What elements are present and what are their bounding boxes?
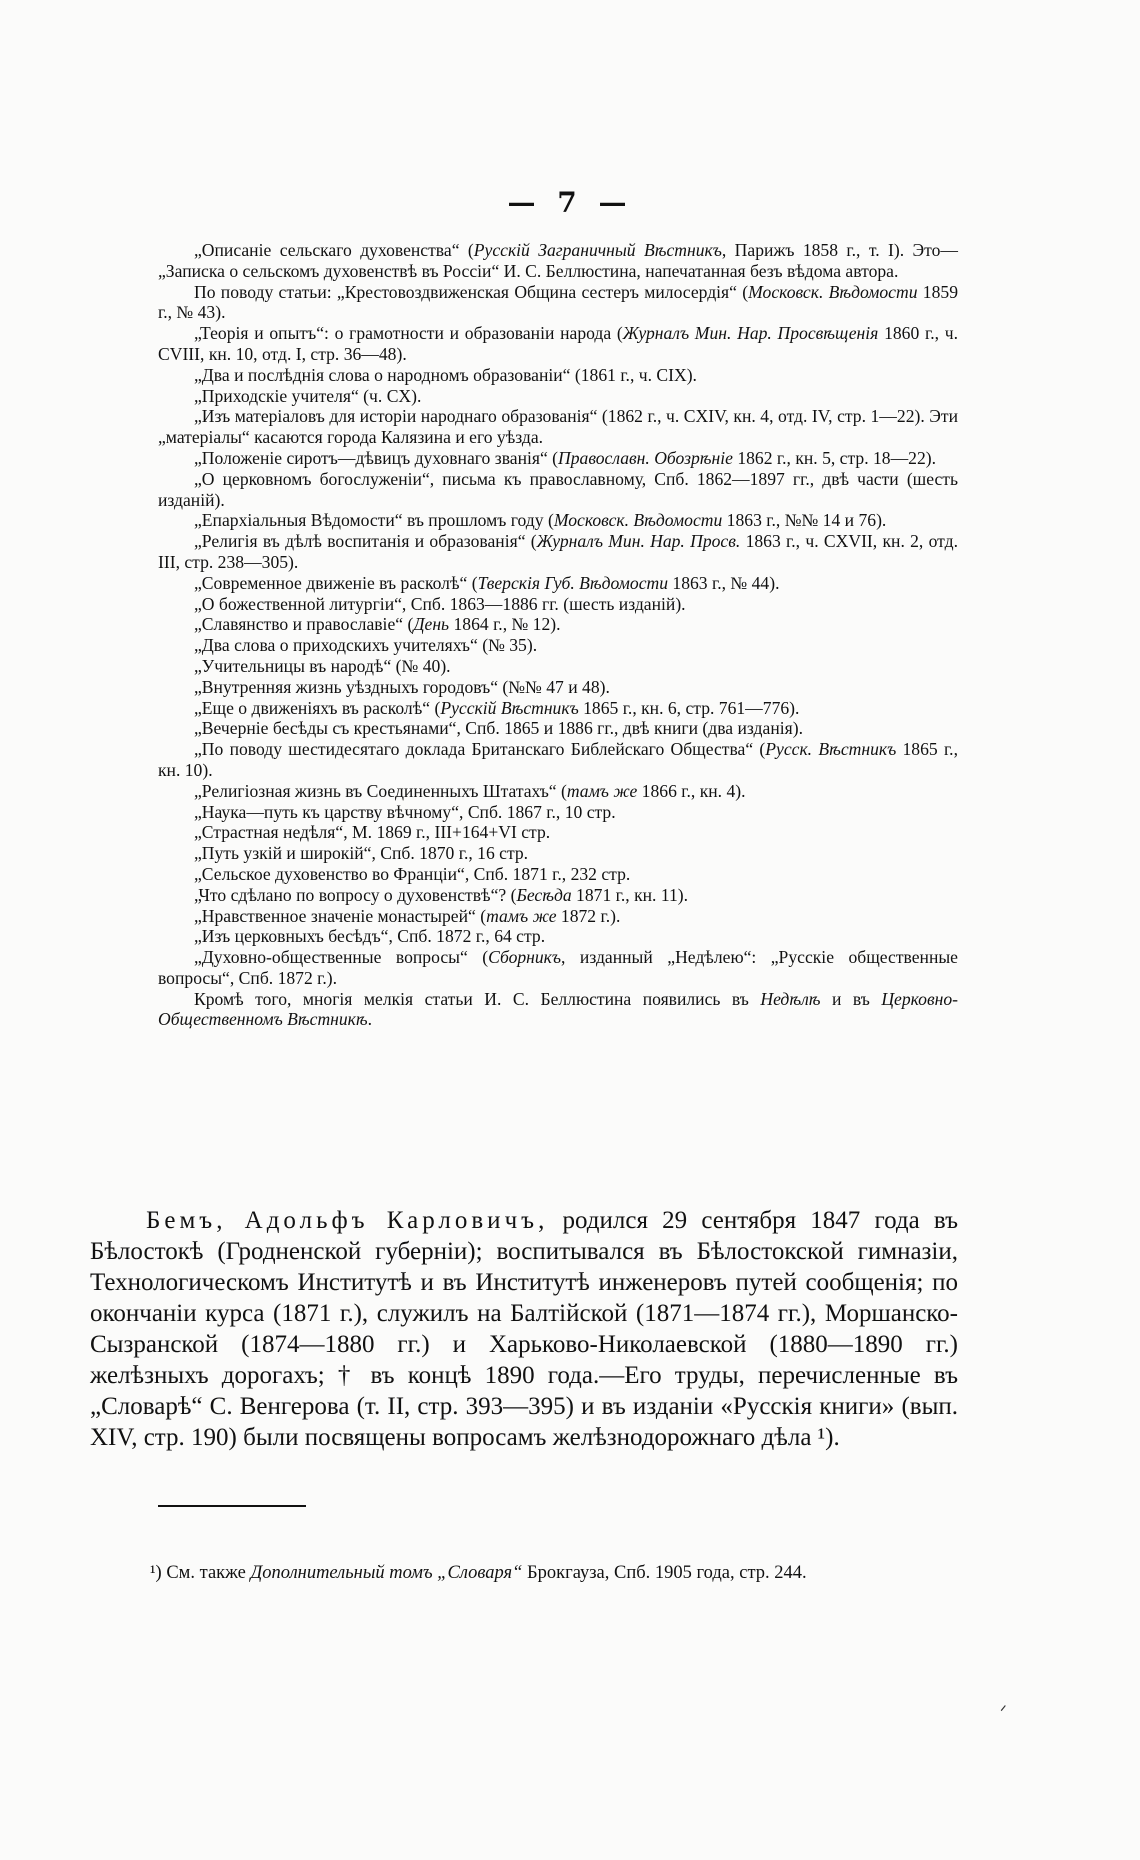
- main-entry: [90, 1205, 958, 1453]
- bibliography-entry: Кромѣ того, многія мелкія статьи И. С. Беллюстина появились въ Недѣлѣ и въ Церковно-Общественномъ Вѣстникѣ.: [158, 988, 959, 1030]
- bibliography-entry: „Внутренняя жизнь уѣздныхъ городовъ“ (№№ 47 и 48).: [194, 676, 610, 697]
- bibliography-entry: „Духовно-общественные вопросы“ (Сборникъ, изданный „Недѣлею“: „Русскіе общественные вопросы“, Спб. 1872 г.).: [158, 947, 958, 988]
- entry-name: Бемъ, Адольфъ Карловичъ,: [146, 1207, 549, 1234]
- bibliography-entry: „Сельское духовенство во Франціи“, Спб. 1871 г., 232 стр.: [194, 863, 631, 884]
- bibliography-list: [158, 240, 958, 1030]
- bibliography-entry: По поводу статьи: „Крестовоздвиженская Община сестеръ милосердія“ (Московск. Вѣдомости 1859 г., № 43).: [158, 281, 958, 323]
- bibliography-entry: „Религіозная жизнь въ Соединенныхъ Штатахъ“ (тамъ же 1866 г., кн. 4).: [194, 780, 746, 801]
- bibliography-entry: „Славянство и православіе“ (День 1864 г., № 12).: [194, 614, 561, 635]
- bibliography-entry: „Два и послѣднія слова о народномъ образованіи“ (1861 г., ч. CIX).: [194, 364, 697, 385]
- bibliography-entry: „Еще о движеніяхъ въ расколѣ“ (Русскій Вѣстникъ 1865 г., кн. 6, стр. 761—776).: [194, 697, 800, 718]
- bibliography-entry: „Изъ церковныхъ бесѣдъ“, Спб. 1872 г., 64 стр.: [194, 926, 546, 947]
- title-italic: Московск. Вѣдомости: [553, 510, 723, 531]
- title-italic: Православн. Обозрѣніе: [558, 447, 733, 468]
- title-italic: Дополнительный томъ „Словаря“: [250, 1563, 523, 1583]
- corner-mark: ᐟ: [1000, 1702, 1007, 1721]
- bibliography-entry: „Описаніе сельскаго духовенства“ (Русскій Заграничный Вѣстникъ, Парижъ 1858 г., т. I). Это—„Записка о сельскомъ духовенствѣ въ Россіи“ И. С. Беллюстина, напечатанная безъ вѣдома автора.: [158, 240, 958, 281]
- bibliography-entry: „Теорія и опытъ“: о грамотности и образованіи народа (Журналъ Мин. Нар. Просвѣщенія 1860 г., ч. CVIII, кн. 10, отд. I, стр. 36—48).: [158, 323, 958, 364]
- footnote-rule: [158, 1505, 306, 1507]
- bibliography-entry: „По поводу шестидесятаго доклада Британскаго Библейскаго Общества“ (Русск. Вѣстникъ 1865 г., кн. 10).: [158, 739, 958, 780]
- title-italic: Московск. Вѣдомости: [748, 281, 918, 302]
- title-italic: Бесѣда: [516, 884, 572, 905]
- bibliography-entry: „Положеніе сиротъ—дѣвицъ духовнаго званія“ (Православн. Обозрѣніе 1862 г., кн. 5, стр. 18—22).: [194, 447, 937, 468]
- bibliography-entry: „Изъ матеріаловъ для исторіи народнаго образованія“ (1862 г., ч. CXIV, кн. 4, отд. IV, стр. 1—22). Эти „матеріалы“ касаются города Калязина и его уѣзда.: [158, 406, 958, 448]
- footnote-text: ¹) См. также Дополнительный томъ „Словаря“ Брокгауза, Спб. 1905 года, стр. 244.: [150, 1563, 807, 1583]
- page-number: — 7 —: [507, 186, 633, 219]
- bibliography-entry: „Учительницы въ народѣ“ (№ 40).: [194, 655, 451, 676]
- bibliography-entry: „Вечерніе бесѣды съ крестьянами“, Спб. 1865 и 1886 гг., двѣ книги (два изданія).: [194, 718, 803, 739]
- bibliography-entry: „Епархіальныя Вѣдомости“ въ прошломъ году (Московск. Вѣдомости 1863 г., №№ 14 и 76).: [194, 510, 887, 531]
- bibliography-entry: „Путь узкій и широкій“, Спб. 1870 г., 16 стр.: [194, 843, 529, 864]
- bibliography-entry: „Что сдѣлано по вопросу о духовенствѣ“? (Бесѣда 1871 г., кн. 11).: [194, 884, 689, 905]
- title-italic: Журналъ Мин. Нар. Просвѣщенія: [622, 323, 879, 344]
- bibliography-entry: „Религія въ дѣлѣ воспитанія и образованія“ (Журналъ Мин. Нар. Просв. 1863 г., ч. CXVII, кн. 2, отд. III, стр. 238—305).: [158, 531, 958, 572]
- bibliography-entry: „Два слова о приходскихъ учителяхъ“ (№ 35).: [194, 635, 538, 656]
- bibliography-entry: „Страстная недѣля“, М. 1869 г., III+164+VI стр.: [194, 822, 551, 843]
- title-italic: День: [413, 614, 450, 635]
- title-italic: Русскій Заграничный Вѣстникъ: [473, 240, 722, 260]
- bibliography-entry: „Нравственное значеніе монастырей“ (тамъ же 1872 г.).: [194, 905, 621, 926]
- bibliography-entry: „Современное движеніе въ расколѣ“ (Тверскія Губ. Вѣдомости 1863 г., № 44).: [194, 572, 780, 593]
- title-italic: Журналъ Мин. Нар. Просв.: [536, 531, 741, 552]
- title-italic: Сборникъ: [488, 947, 562, 968]
- title-italic: Тверскія Губ. Вѣдомости: [477, 572, 669, 593]
- bibliography-entry: „Приходскіе учителя“ (ч. CX).: [194, 385, 422, 406]
- title-italic: Русскій Вѣстникъ: [440, 697, 579, 718]
- entry-text: родился 29 сентября 1847 года въ Бѣлостокѣ (Гродненской губерніи); воспитывался въ Бѣлостокской гимназіи, Технологическомъ Институтѣ и въ Институтѣ инженеровъ путей сообщенія; по окончаніи курса (1871 г.), служилъ на Балтійской (1871—1874 гг.), Моршанско-Сызранской (1874—1880 гг.) и Харьково-Николаевской (1880—1890 гг.) желѣзныхъ дорогахъ; † въ концѣ 1890 года.—Его труды, перечисленные въ „Словарѣ“ С. Венгерова (т. II, стр. 393—395) и въ изданіи «Русскія книги» (вып. XIV, стр. 190) были посвящены вопросамъ желѣзнодорожнаго дѣла ¹).: [90, 1207, 958, 1451]
- title-italic: тамъ же: [486, 905, 557, 926]
- main-entry-paragraph: [90, 1205, 958, 1453]
- bibliography-entry: „Наука—путь къ царству вѣчному“, Спб. 1867 г., 10 стр.: [194, 801, 616, 822]
- title-italic: тамъ же: [566, 780, 638, 801]
- title-italic: Недѣлѣ: [760, 988, 821, 1009]
- title-italic: Церковно-Общественномъ Вѣстникѣ: [158, 988, 959, 1030]
- bibliography-entry: „О церковномъ богослуженіи“, письма къ православному, Спб. 1862—1897 гг., двѣ части (шесть изданій).: [158, 468, 958, 510]
- footnote: [90, 1560, 958, 1586]
- bibliography-entry: „О божественной литургіи“, Спб. 1863—1886 гг. (шесть изданій).: [194, 593, 686, 614]
- title-italic: Русск. Вѣстникъ: [765, 739, 897, 760]
